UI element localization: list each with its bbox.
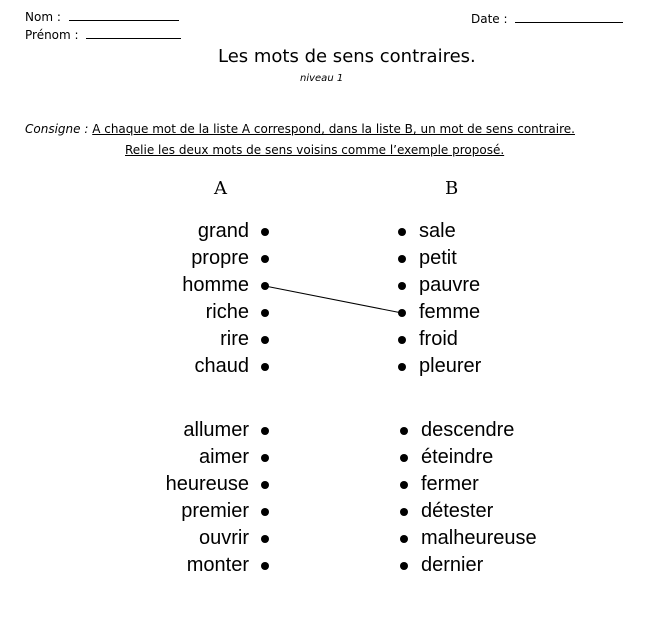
dot-b[interactable]: [398, 228, 406, 236]
page-title: Les mots de sens contraires.: [218, 46, 476, 67]
dot-b[interactable]: [400, 562, 408, 570]
list-item: chaud: [194, 355, 249, 377]
date-label: Date :: [471, 12, 508, 26]
dot-b[interactable]: [398, 309, 406, 317]
instruction-line-1: [25, 122, 575, 136]
instruction-text-1: A chaque mot de la liste A correspond, dans la liste B, un mot de sens contraire.: [92, 122, 575, 136]
dot-a[interactable]: [261, 309, 269, 317]
dot-a[interactable]: [261, 508, 269, 516]
dot-a[interactable]: [261, 454, 269, 462]
list-item: malheureuse: [421, 527, 537, 549]
dot-a[interactable]: [261, 255, 269, 263]
dot-b[interactable]: [400, 454, 408, 462]
list-item: premier: [181, 500, 249, 522]
dot-b[interactable]: [398, 363, 406, 371]
dot-b[interactable]: [398, 282, 406, 290]
dot-b[interactable]: [400, 481, 408, 489]
nom-label: Nom :: [25, 10, 61, 24]
instruction-label: Consigne :: [25, 122, 89, 136]
list-item: femme: [419, 301, 481, 323]
list-item: sale: [419, 220, 456, 242]
list-item: ouvrir: [198, 527, 249, 549]
date-blank: [515, 11, 623, 23]
dot-a[interactable]: [261, 336, 269, 344]
dot-b[interactable]: [400, 535, 408, 543]
dot-a[interactable]: [261, 481, 269, 489]
list-item: éteindre: [421, 446, 494, 468]
instruction-text-2: Relie les deux mots de sens voisins comme l’exemple proposé.: [125, 143, 505, 157]
dot-b[interactable]: [400, 508, 408, 516]
list-item: propre: [191, 247, 249, 269]
list-item: aimer: [198, 446, 249, 468]
level-subtitle: niveau 1: [300, 73, 344, 84]
list-item: froid: [419, 328, 458, 350]
list-item: descendre: [421, 419, 515, 441]
dot-a[interactable]: [261, 228, 269, 236]
list-item: pleurer: [419, 355, 482, 377]
list-item: riche: [205, 301, 249, 323]
prenom-blank: [86, 27, 181, 39]
list-item: rire: [220, 328, 249, 350]
date-row: [471, 11, 623, 26]
list-item: heureuse: [165, 473, 249, 495]
list-item: fermer: [421, 473, 479, 495]
list-item: dernier: [421, 554, 484, 576]
prenom-label: Prénom :: [25, 28, 79, 42]
list-item: petit: [419, 247, 457, 269]
list-item: détester: [421, 500, 494, 522]
group1-list-b: [419, 218, 481, 380]
dot-a[interactable]: [261, 535, 269, 543]
list-item: monter: [186, 554, 249, 576]
dot-b[interactable]: [400, 427, 408, 435]
column-a-heading: A: [214, 178, 227, 199]
dot-a[interactable]: [261, 282, 269, 290]
dot-a[interactable]: [261, 562, 269, 570]
dot-b[interactable]: [398, 255, 406, 263]
column-b-heading: B: [445, 178, 459, 199]
group2-list-b: [421, 417, 537, 579]
dot-a[interactable]: [261, 363, 269, 371]
list-item: grand: [197, 220, 249, 242]
list-item: homme: [182, 274, 249, 296]
nom-blank: [69, 9, 179, 21]
group1-list-a: [89, 218, 249, 380]
nom-row: [25, 9, 179, 24]
dot-b[interactable]: [398, 336, 406, 344]
list-item: pauvre: [419, 274, 481, 296]
list-item: allumer: [183, 419, 249, 441]
group2-list-a: [89, 417, 249, 579]
prenom-row: [25, 27, 181, 42]
dot-a[interactable]: [261, 427, 269, 435]
instruction-line-2: [125, 143, 504, 157]
